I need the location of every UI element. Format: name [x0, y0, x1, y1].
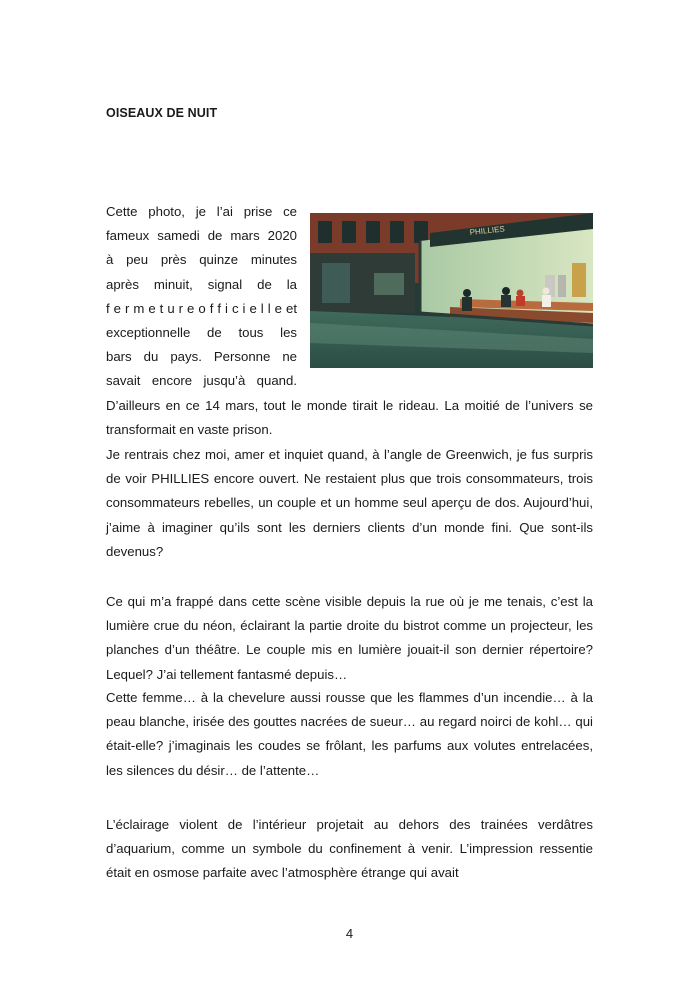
text-line: exceptionnelle de tous les [106, 325, 297, 341]
text-line: fameux samedi de mars 2020 [106, 228, 297, 244]
paragraph-4: Cette femme… à la chevelure aussi rousse que les flammes d’un incendie… à la peau blanche, irisée des gouttes nacrées de sueur… au regard noirci de kohl… qui était-elle? j’imaginais les coudes se frôlant, les parfums aux volutes entrelacées, les silences du désir… de l’attente… [106, 690, 593, 778]
paragraph-5: L’éclairage violent de l’intérieur projetait au dehors des trainées verdâtres d’aquarium, comme un symbole du confinement à venir. L’impression ressentie était en osmose parfaite avec l’atmosphère étrange qui avait [106, 817, 593, 881]
paragraph-3: Ce qui m’a frappé dans cette scène visible depuis la rue où je me tenais, c’est la lumière crue du néon, éclairant la partie droite du bistrot comme un projecteur, les planches d’un théâtre. Le couple mis en lumière jouait-il son dernier répertoire? Lequel? J’ai tellement fantasmé depuis… [106, 594, 593, 682]
nighthawks-photo [310, 213, 593, 368]
text-line: savait encore jusqu’à quand. [106, 373, 297, 389]
page-title: OISEAUX DE NUIT [106, 106, 218, 120]
text-line: f e r m e t u r e o f f i c i e l l e et [106, 300, 297, 316]
text-line: Cette photo, je l’ai prise ce [106, 204, 297, 219]
paragraph-intro-continued: D’ailleurs en ce 14 mars, tout le monde tirait le rideau. La moitié de l’univers se transformait en vaste prison. [106, 398, 593, 438]
text-line: après minuit, signal de la [106, 276, 297, 292]
diner-sign-text: PHILLIES [469, 224, 506, 237]
paragraph-intro-wrapped [106, 200, 297, 394]
page-number: 4 [345, 926, 354, 941]
text-line: bars du pays. Personne ne [106, 349, 297, 365]
text-line: à peu près quinze minutes [106, 252, 297, 268]
paragraph-2: Je rentrais chez moi, amer et inquiet quand, à l’angle de Greenwich, je fus surpris de voir PHILLIES encore ouvert. Ne restaient plus que trois consommateurs, trois consommateurs rebelles, un couple et un homme seul aperçu de dos. Aujourd’hui, j’aime à imaginer qu’ils sont les derniers clients d’un monde fini. Que sont-ils devenus? [106, 447, 593, 559]
